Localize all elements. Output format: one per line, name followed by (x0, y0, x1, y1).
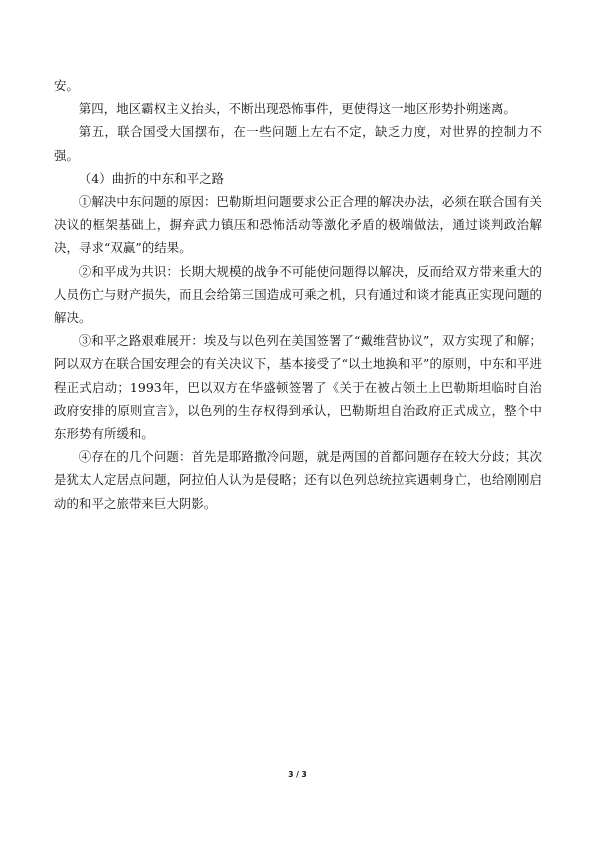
paragraph-peace-process: ③和平之路艰难展开：埃及与以色列在美国签署了“戴维营协议”，双方实现了和解；阿以双方在联合国安理会的有关决议下，基本接受了“以土地换和平”的原则，中东和平进程正式启动；1993年，巴以双方在华盛顿签署了《关于在被占领土上巴勒斯坦临时自治政府安排的原则宣言》，以色列的生存权得到承认，巴勒斯坦自治政府正式成立，整个中东形势有所缓和。 (54, 333, 542, 442)
paragraph-problems: ④存在的几个问题：首先是耶路撒冷问题，就是两国的首都问题存在较大分歧；其次是犹太人定居点问题，阿拉伯人认为是侵略；还有以色列总统拉宾遇刺身亡，也给刚刚启动的和平之旅带来巨大阴影。 (54, 449, 542, 511)
paragraph-point-five: 第五，联合国受大国摆布，在一些问题上左右不定，缺乏力度，对世界的控制力不强。 (54, 124, 542, 163)
paragraph-reasons: ①解决中东问题的原因：巴勒斯坦问题要求公正合理的解决办法，必须在联合国有关决议的框架基础上，摒弃武力镇压和恐怖活动等激化矛盾的极端做法，通过谈判政治解决，寻求“双赢”的结果。 (54, 194, 542, 256)
document-body (54, 74, 542, 515)
paragraph-point-four: 第四，地区霸权主义抬头，不断出现恐怖事件，更使得这一地区形势扑朔迷离。 (78, 101, 516, 117)
section-heading-middle-east-peace: （4）曲折的中东和平之路 (78, 170, 225, 186)
page-number: 3 / 3 (288, 770, 307, 779)
paragraph-continuation: 安。 (54, 78, 79, 93)
paragraph-consensus: ②和平成为共识：长期大规模的战争不可能使问题得以解决，反而给双方带来重大的人员伤亡与财产损失，而且会给第三国造成可乘之机，只有通过和谈才能真正实现问题的解决。 (54, 263, 542, 326)
